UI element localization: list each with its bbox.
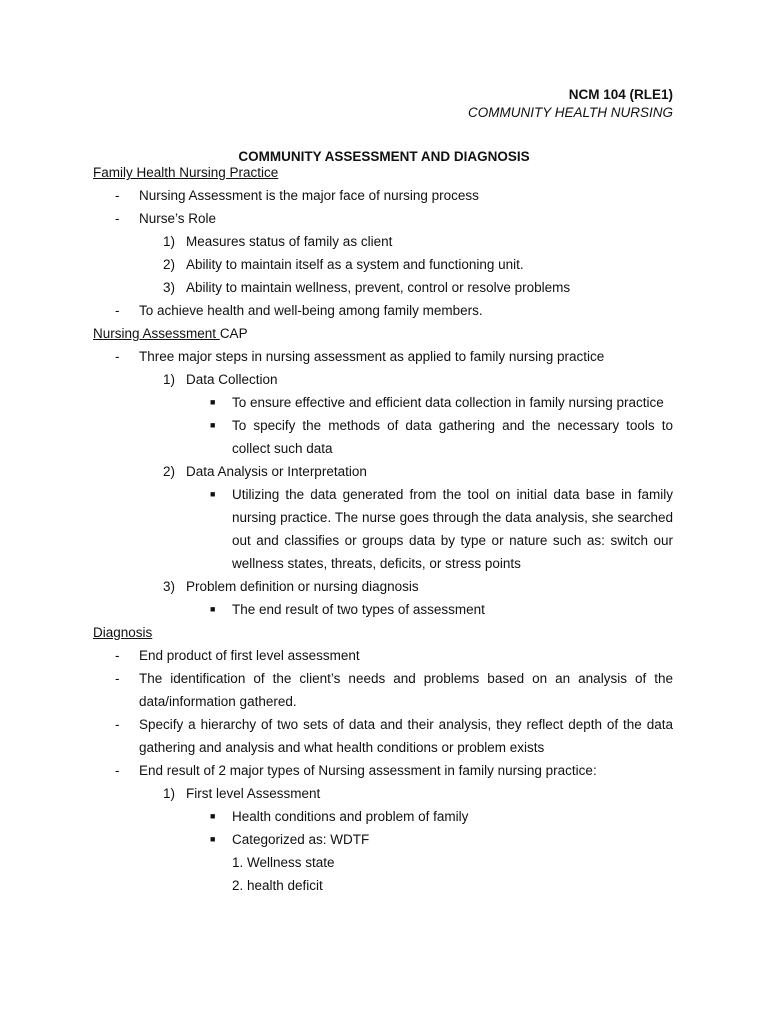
list-item xyxy=(93,299,673,322)
section-heading-nursing-assessment xyxy=(93,322,673,345)
numbered-item xyxy=(93,368,673,391)
dash-marker: - xyxy=(115,303,120,318)
numbered-item-text: Ability to maintain itself as a system and functioning unit. xyxy=(186,257,524,272)
course-name: COMMUNITY HEALTH NURSING xyxy=(467,105,673,120)
list-item xyxy=(93,207,673,230)
bullet-item-text: Categorized as: WDTF xyxy=(232,832,370,847)
number-marker: 3) xyxy=(163,280,176,295)
bullet-item-text: Health conditions and problem of family xyxy=(232,809,469,824)
list-item xyxy=(93,667,673,713)
numbered-item xyxy=(93,276,673,299)
number-marker: 3) xyxy=(163,579,176,594)
numbered-item-text: Problem definition or nursing diagnosis xyxy=(186,579,419,594)
dash-marker: - xyxy=(115,211,120,226)
list-item xyxy=(93,644,673,667)
dash-marker: - xyxy=(115,349,120,364)
square-bullet-icon: ■ xyxy=(210,834,216,844)
dash-marker: - xyxy=(115,188,120,203)
list-item-text: To achieve health and well-being among family members. xyxy=(139,303,483,318)
list-item xyxy=(93,184,673,207)
numbered-item-text: Data Analysis or Interpretation xyxy=(186,464,367,479)
bullet-item-text: The end result of two types of assessment xyxy=(232,602,485,617)
numbered-item-text: Data Collection xyxy=(186,372,278,387)
dash-marker: - xyxy=(115,717,120,732)
category-item: 2. health deficit xyxy=(232,878,323,893)
numbered-item xyxy=(93,782,673,805)
list-item xyxy=(93,759,673,782)
number-marker: 2) xyxy=(163,257,176,272)
bullet-item xyxy=(93,805,673,828)
list-item-text: End result of 2 major types of Nursing assessment in family nursing practice: xyxy=(139,763,597,778)
numbered-item-text: First level Assessment xyxy=(186,786,321,801)
numbered-item xyxy=(93,460,673,483)
bullet-item xyxy=(93,598,673,621)
dash-marker: - xyxy=(115,648,120,663)
list-item-text: Specify a hierarchy of two sets of data and their analysis, they reflect depth of the data gathering and analysis and what health conditions or problem exists xyxy=(139,717,673,755)
bullet-item-text: Utilizing the data generated from the tool on initial data base in family nursing practice. The nurse goes through the data analysis, she searched out and classifies or groups data by type or nature such as: switch our wellness states, threats, deficits, or stress points xyxy=(232,487,673,571)
list-item-text: End product of first level assessment xyxy=(139,648,360,663)
numbered-item-text: Measures status of family as client xyxy=(186,234,393,249)
dash-marker: - xyxy=(115,671,120,686)
list-item xyxy=(93,345,673,368)
square-bullet-icon: ■ xyxy=(210,489,216,499)
section-heading-diagnosis: Diagnosis xyxy=(93,625,153,640)
list-item xyxy=(93,713,673,759)
bullet-item-text: To ensure effective and efficient data collection in family nursing practice xyxy=(232,395,664,410)
section-heading-suffix: CAP xyxy=(219,326,248,341)
number-marker: 2) xyxy=(163,464,176,479)
numbered-item xyxy=(93,230,673,253)
list-item-text: Nurse’s Role xyxy=(139,211,217,226)
dash-marker: - xyxy=(115,763,120,778)
square-bullet-icon: ■ xyxy=(210,420,216,430)
numbered-item-text: Ability to maintain wellness, prevent, control or resolve problems xyxy=(186,280,571,295)
bullet-item-text: To specify the methods of data gathering and the necessary tools to collect such data xyxy=(232,418,673,456)
course-code: NCM 104 (RLE1) xyxy=(568,87,673,102)
bullet-item xyxy=(93,414,673,460)
square-bullet-icon: ■ xyxy=(210,811,216,821)
numbered-item xyxy=(93,575,673,598)
category-item: 1. Wellness state xyxy=(232,855,335,870)
list-item-text: Three major steps in nursing assessment as applied to family nursing practice xyxy=(139,349,605,364)
number-marker: 1) xyxy=(163,372,176,387)
square-bullet-icon: ■ xyxy=(210,397,216,407)
bullet-item xyxy=(93,828,673,851)
list-item-text: The identification of the client’s needs and problems based on an analysis of the data/information gathered. xyxy=(139,671,673,709)
number-marker: 1) xyxy=(163,234,176,249)
square-bullet-icon: ■ xyxy=(210,604,216,614)
list-item-text: Nursing Assessment is the major face of nursing process xyxy=(139,188,479,203)
bullet-item xyxy=(93,391,673,414)
number-marker: 1) xyxy=(163,786,176,801)
document-body xyxy=(93,161,673,897)
section-heading-family-health: Family Health Nursing Practice xyxy=(93,165,279,180)
document-title: COMMUNITY ASSESSMENT AND DIAGNOSIS xyxy=(238,149,530,164)
course-header xyxy=(468,86,673,122)
numbered-item xyxy=(93,253,673,276)
section-heading-underlined: Nursing Assessment xyxy=(93,326,220,341)
bullet-item xyxy=(93,483,673,575)
